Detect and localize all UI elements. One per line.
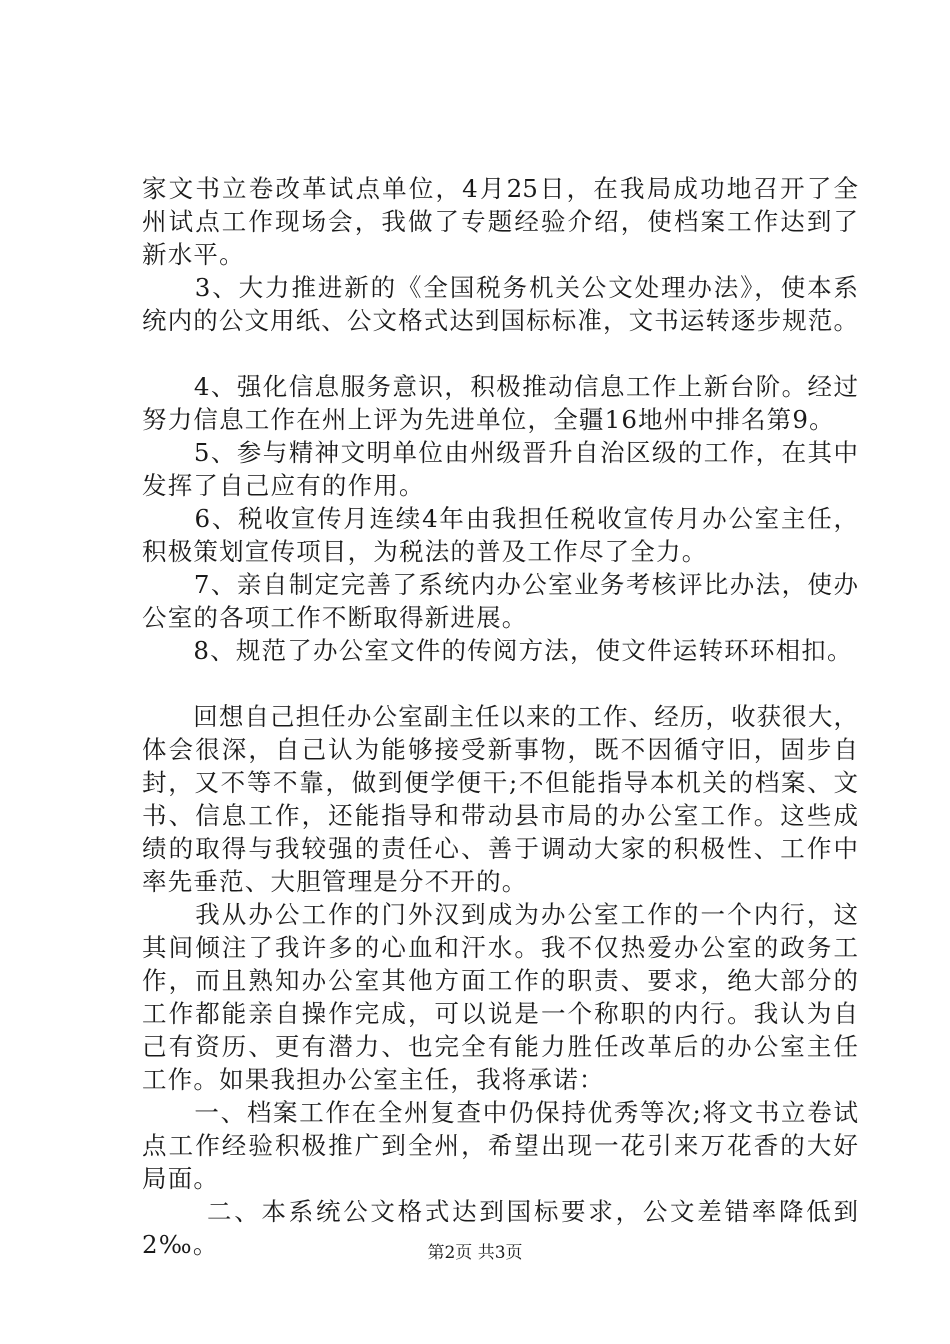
text-line: 工作。如果我担办公室主任，我将承诺： (142, 1065, 605, 1094)
text-line: 发挥了自己应有的作用。 (142, 471, 425, 500)
text-line: 二、本系统公文格式达到国标要求，公文差错率降低到 (142, 1197, 858, 1226)
text-line: 点工作经验积极推广到全州，希望出现一花引来万花香的大好 (142, 1131, 858, 1160)
text-line: 8、规范了办公室文件的传阅方法，使文件运转环环相扣。 (142, 636, 853, 665)
text-line: 工作都能亲自操作完成，可以说是一个称职的内行。我认为自 (142, 999, 858, 1028)
text-line: 绩的取得与我较强的责任心、善于调动大家的积极性、工作中 (142, 834, 858, 863)
paragraph-gap (142, 667, 858, 700)
text-line: 统内的公文用纸、公文格式达到国标标准，文书运转逐步规范。 (142, 306, 858, 335)
text-line: 2‰。 (142, 1230, 219, 1259)
text-line: 封，又不等不靠，做到便学便干;不但能指导本机关的档案、文 (142, 768, 858, 797)
text-line: 州试点工作现场会，我做了专题经验介绍，使档案工作达到了 (142, 207, 858, 236)
text-line: 3、大力推进新的《全国税务机关公文处理办法》，使本系 (142, 273, 858, 302)
text-line: 率先垂范、大胆管理是分不开的。 (142, 867, 528, 896)
text-line: 局面。 (142, 1164, 220, 1193)
text-line: 新水平。 (142, 240, 245, 269)
text-line: 我从办公工作的门外汉到成为办公室工作的一个内行，这 (142, 900, 858, 929)
document-body (142, 172, 858, 1261)
text-line: 6、税收宣传月连续4年由我担任税收宣传月办公室主任， (142, 504, 858, 533)
text-line: 回想自己担任办公室副主任以来的工作、经历，收获很大， (142, 702, 858, 731)
text-line: 4、强化信息服务意识，积极推动信息工作上新台阶。经过 (142, 372, 858, 401)
text-line: 己有资历、更有潜力、也完全有能力胜任改革后的办公室主任 (142, 1032, 858, 1061)
text-line: 其间倾注了我许多的心血和汗水。我不仅热爱办公室的政务工 (142, 933, 858, 962)
text-line: 5、参与精神文明单位由州级晋升自治区级的工作，在其中 (142, 438, 858, 467)
text-line: 书、信息工作，还能指导和带动县市局的办公室工作。这些成 (142, 801, 858, 830)
text-line: 积极策划宣传项目，为税法的普及工作尽了全力。 (142, 537, 708, 566)
paragraph-gap (142, 337, 858, 370)
text-line: 一、档案工作在全州复查中仍保持优秀等次;将文书立卷试 (142, 1098, 858, 1127)
text-line: 公室的各项工作不断取得新进展。 (142, 603, 528, 632)
text-line: 作，而且熟知办公室其他方面工作的职责、要求，绝大部分的 (142, 966, 858, 995)
page-number-footer: 第2页 共3页 (427, 1243, 523, 1263)
text-line: 家文书立卷改革试点单位，4月25日，在我局成功地召开了全 (142, 174, 858, 203)
text-line: 努力信息工作在州上评为先进单位，全疆16地州中排名第9。 (142, 405, 835, 434)
text-line: 体会很深，自己认为能够接受新事物，既不因循守旧，固步自 (142, 735, 858, 764)
text-line: 7、亲自制定完善了系统内办公室业务考核评比办法，使办 (142, 570, 858, 599)
